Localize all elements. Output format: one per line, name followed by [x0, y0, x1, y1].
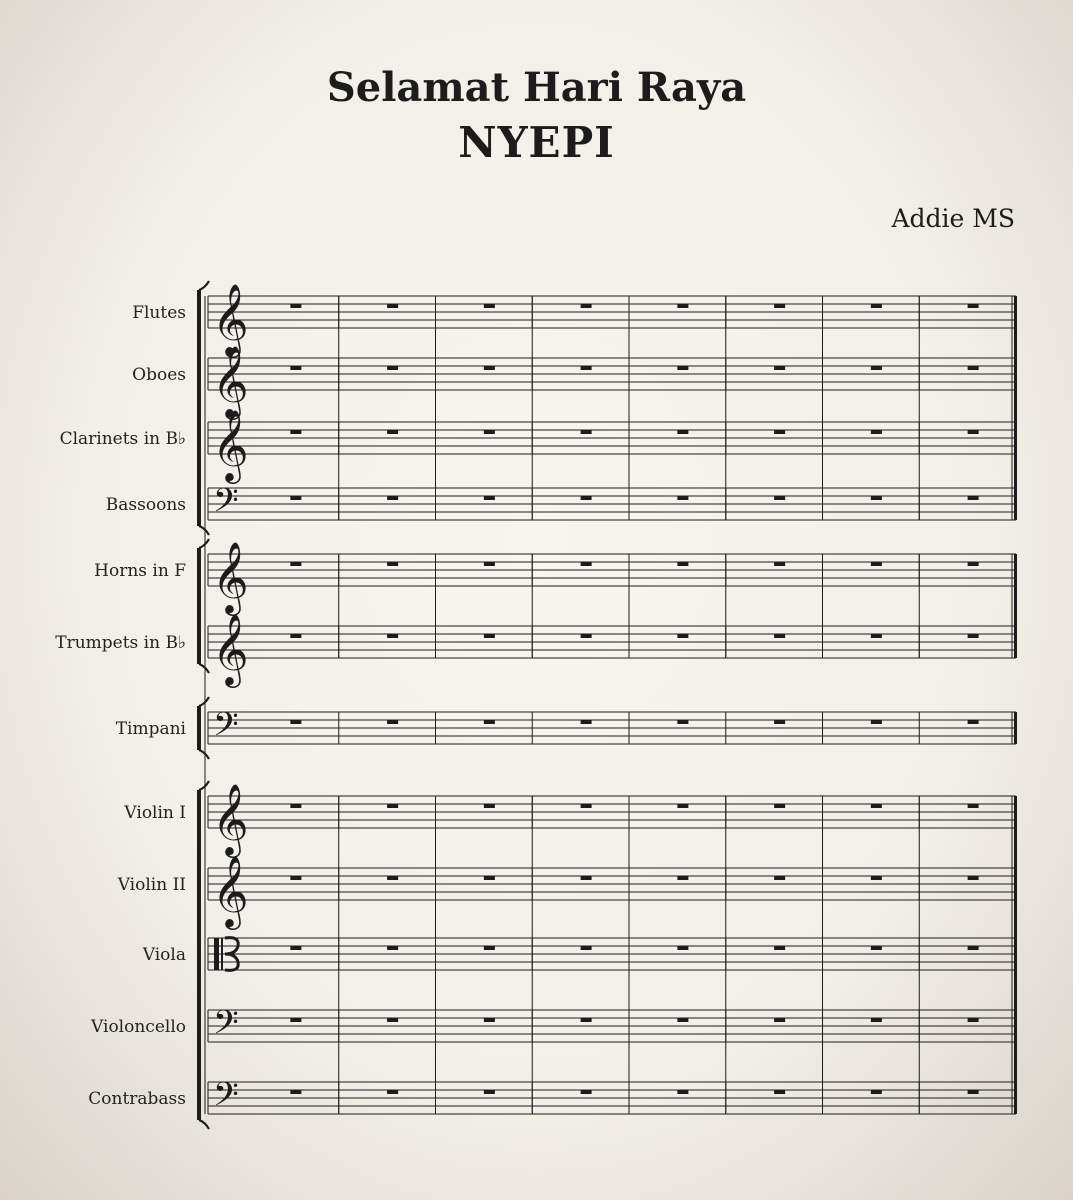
bracket-top-hook [199, 697, 209, 706]
whole-rest [871, 1090, 882, 1094]
whole-rest [581, 304, 592, 308]
whole-rest [581, 1090, 592, 1094]
whole-rest [968, 430, 979, 434]
whole-rest [290, 1090, 301, 1094]
whole-rest [581, 804, 592, 808]
whole-rest [581, 562, 592, 566]
whole-rest [387, 876, 398, 880]
whole-rest [290, 562, 301, 566]
whole-rest [290, 430, 301, 434]
whole-rest [677, 496, 688, 500]
final-barline [1014, 712, 1017, 744]
staff-bracket [197, 548, 201, 664]
whole-rest [387, 496, 398, 500]
whole-rest [871, 496, 882, 500]
whole-rest [387, 1090, 398, 1094]
whole-rest [387, 804, 398, 808]
instrument-label: Contrabass [88, 1089, 186, 1109]
whole-rest [290, 1018, 301, 1022]
whole-rest [871, 430, 882, 434]
whole-rest [774, 496, 785, 500]
score-subtitle: NYEPI [458, 118, 615, 167]
whole-rest [968, 1018, 979, 1022]
whole-rest [581, 720, 592, 724]
whole-rest [677, 720, 688, 724]
whole-rest [484, 1090, 495, 1094]
whole-rest [774, 946, 785, 950]
treble-clef-icon: 𝄞 [212, 854, 249, 927]
whole-rest [290, 304, 301, 308]
whole-rest [774, 1018, 785, 1022]
whole-rest [484, 720, 495, 724]
bracket-bottom-hook [199, 664, 209, 673]
whole-rest [774, 720, 785, 724]
staff-bracket [197, 290, 201, 526]
instrument-label: Oboes [132, 365, 186, 385]
whole-rest [387, 562, 398, 566]
group-final-barline [1014, 296, 1017, 520]
whole-rest [677, 634, 688, 638]
whole-rest [774, 366, 785, 370]
whole-rest [484, 304, 495, 308]
whole-rest [290, 366, 301, 370]
whole-rest [484, 876, 495, 880]
whole-rest [968, 634, 979, 638]
whole-rest [581, 946, 592, 950]
instrument-label: Timpani [115, 719, 186, 739]
whole-rest [968, 366, 979, 370]
whole-rest [968, 496, 979, 500]
whole-rest [774, 634, 785, 638]
instrument-label: Violin II [117, 875, 186, 895]
whole-rest [484, 1018, 495, 1022]
whole-rest [968, 562, 979, 566]
instrument-label: Clarinets in B♭ [59, 429, 186, 449]
group-final-barline [1014, 796, 1017, 1114]
whole-rest [871, 562, 882, 566]
whole-rest [581, 430, 592, 434]
whole-rest [968, 804, 979, 808]
treble-clef-icon: 𝄞 [212, 282, 249, 355]
instrument-label: Violoncello [91, 1017, 186, 1037]
treble-clef-icon: 𝄞 [212, 540, 249, 613]
whole-rest [581, 876, 592, 880]
bass-clef-icon: 𝄢 [213, 482, 239, 528]
whole-rest [968, 876, 979, 880]
whole-rest [387, 634, 398, 638]
bracket-bottom-hook [199, 750, 209, 759]
whole-rest [677, 1090, 688, 1094]
bracket-bottom-hook [199, 1120, 209, 1129]
whole-rest [677, 304, 688, 308]
whole-rest [484, 634, 495, 638]
whole-rest [484, 430, 495, 434]
whole-rest [387, 720, 398, 724]
whole-rest [677, 430, 688, 434]
whole-rest [290, 946, 301, 950]
whole-rest [484, 562, 495, 566]
whole-rest [774, 304, 785, 308]
whole-rest [484, 946, 495, 950]
whole-rest [581, 634, 592, 638]
whole-rest [581, 496, 592, 500]
bass-clef-icon: 𝄢 [213, 706, 239, 752]
whole-rest [871, 720, 882, 724]
instrument-label: Trumpets in B♭ [55, 633, 186, 653]
group-final-barline [1014, 554, 1017, 658]
whole-rest [290, 876, 301, 880]
whole-rest [968, 304, 979, 308]
whole-rest [677, 1018, 688, 1022]
whole-rest [968, 946, 979, 950]
whole-rest [677, 562, 688, 566]
whole-rest [871, 876, 882, 880]
whole-rest [871, 946, 882, 950]
bracket-top-hook [199, 539, 209, 548]
whole-rest [484, 366, 495, 370]
instrument-label: Bassoons [105, 495, 186, 515]
whole-rest [387, 304, 398, 308]
whole-rest [774, 562, 785, 566]
treble-clef-icon: 𝄞 [212, 612, 249, 685]
instrument-label: Flutes [132, 303, 186, 323]
composer-name: Addie MS [891, 204, 1015, 233]
whole-rest [968, 1090, 979, 1094]
whole-rest [484, 804, 495, 808]
whole-rest [871, 804, 882, 808]
whole-rest [774, 804, 785, 808]
whole-rest [290, 634, 301, 638]
whole-rest [290, 720, 301, 724]
score-title: Selamat Hari Raya [326, 64, 747, 111]
whole-rest [677, 946, 688, 950]
whole-rest [871, 1018, 882, 1022]
treble-clef-icon: 𝄞 [212, 782, 249, 855]
instrument-label: Horns in F [94, 561, 186, 581]
whole-rest [387, 430, 398, 434]
whole-rest [581, 1018, 592, 1022]
staff-bracket [197, 706, 201, 750]
whole-rest [387, 946, 398, 950]
bass-clef-icon: 𝄢 [213, 1004, 239, 1050]
instrument-label: Viola [142, 945, 186, 965]
whole-rest [677, 876, 688, 880]
whole-rest [387, 1018, 398, 1022]
whole-rest [387, 366, 398, 370]
whole-rest [871, 304, 882, 308]
whole-rest [871, 634, 882, 638]
whole-rest [871, 366, 882, 370]
bracket-top-hook [199, 781, 209, 790]
treble-clef-icon: 𝄞 [212, 408, 249, 481]
instrument-label: Violin I [124, 803, 186, 823]
bracket-top-hook [199, 281, 209, 290]
bass-clef-icon: 𝄢 [213, 1076, 239, 1122]
whole-rest [581, 366, 592, 370]
treble-clef-icon: 𝄞 [212, 344, 249, 417]
whole-rest [484, 496, 495, 500]
staff-bracket [197, 790, 201, 1120]
whole-rest [774, 430, 785, 434]
whole-rest [290, 804, 301, 808]
whole-rest [968, 720, 979, 724]
whole-rest [677, 804, 688, 808]
whole-rest [677, 366, 688, 370]
whole-rest [774, 1090, 785, 1094]
whole-rest [290, 496, 301, 500]
bracket-bottom-hook [199, 526, 209, 535]
whole-rest [774, 876, 785, 880]
